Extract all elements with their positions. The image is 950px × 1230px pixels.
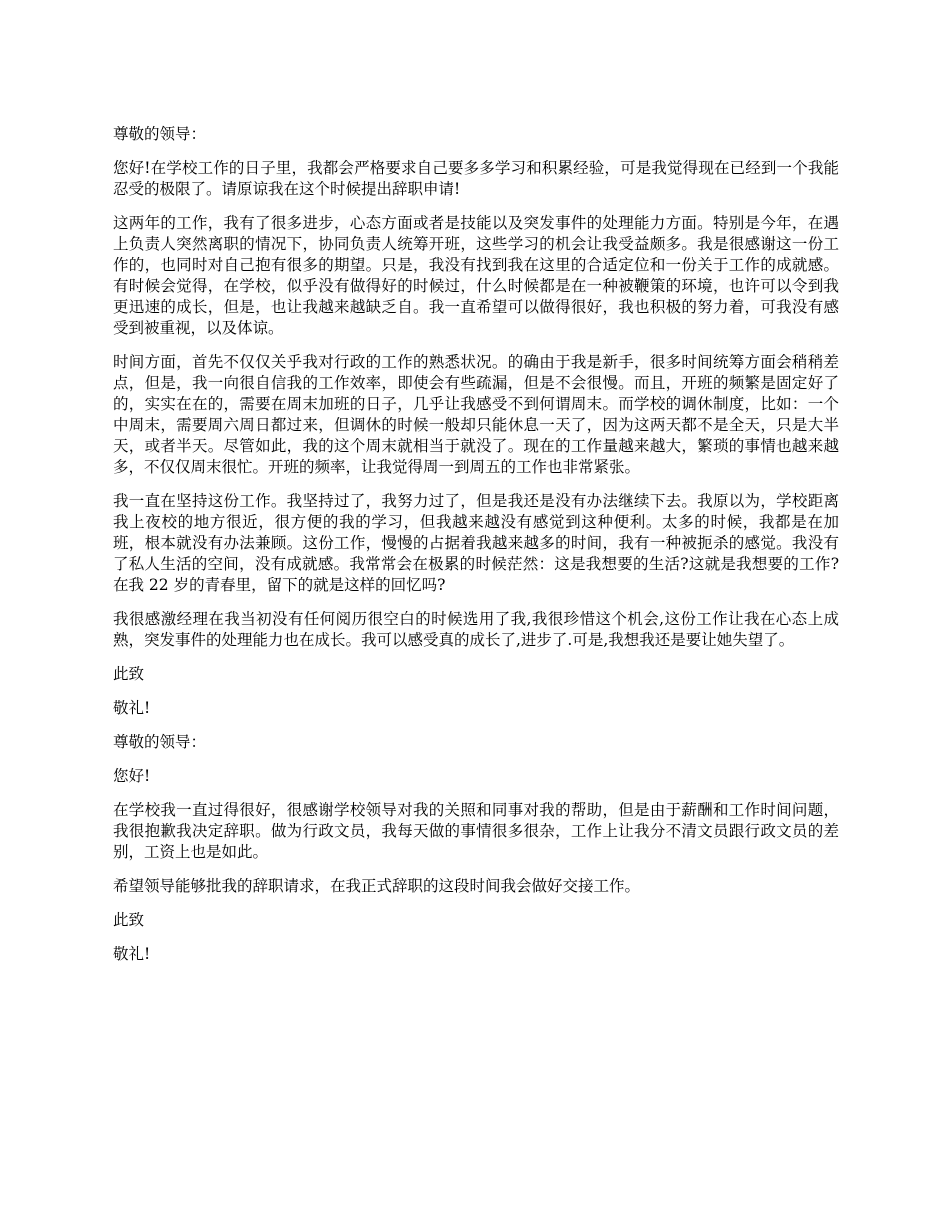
letter1-paragraph: 时间方面，首先不仅仅关乎我对行政的工作的熟悉状况。的确由于我是新手，很多时间统筹方面会稍稍差点，但是，我一向很自信我的工作效率，即使会有些疏漏，但是不会很慢。而且，开班的频繁是固定好了的，实实在在的，需要在周末加班的日子，几乎让我感受不到何谓周末。而学校的调休制度，比如：一个中周末，需要周六周日都过来，但调休的时候一般却只能休息一天了，因为这两天都不是全天，只是大半天，或者半天。尽管如此，我的这个周末就相当于就没了。现在的工作量越来越大，繁琐的事情也越来越多，不仅仅周末很忙。开班的频率，让我觉得周一到周五的工作也非常紧张。 [113, 353, 839, 476]
letter2-paragraph: 在学校我一直过得很好，很感谢学校领导对我的关照和同事对我的帮助，但是由于薪酬和工作时间问题，我很抱歉我决定辞职。做为行政文员，我每天做的事情很多很杂，工作上让我分不清文员跟行政文员的差别，工资上也是如此。 [113, 801, 839, 861]
letter1-regards: 敬礼! [113, 699, 151, 717]
document-body [113, 124, 839, 978]
letter1-paragraph: 我一直在坚持这份工作。我坚持过了，我努力过了，但是我还是没有办法继续下去。我原以为，学校距离我上夜校的地方很近，很方便的我的学习，但我越来越没有感觉到这种便利。太多的时候，我都是在加班，根本就没有办法兼顾。这份工作，慢慢的占据着我越来越多的时间，我有一种被扼杀的感觉。我没有了私人生活的空间，没有成就感。我常常会在极累的时候茫然：这是我想要的生活?这就是我想要的工作?在我 22 岁的青春里，留下的就是这样的回忆吗? [113, 492, 839, 594]
letter1-paragraph: 您好!在学校工作的日子里，我都会严格要求自己要多多学习和积累经验，可是我觉得现在已经到一个我能忍受的极限了。请原谅我在这个时候提出辞职申请! [113, 159, 839, 198]
letter1-closing: 此致 [113, 665, 145, 683]
letter1-paragraph: 我很感激经理在我当初没有任何阅历很空白的时候选用了我,我很珍惜这个机会,这份工作让我在心态上成熟，突发事件的处理能力也在成长。我可以感受真的成长了,进步了.可是,我想我还是要让她失望了。 [113, 610, 839, 649]
letter1-paragraph: 这两年的工作，我有了很多进步，心态方面或者是技能以及突发事件的处理能力方面。特别是今年，在遇上负责人突然离职的情况下，协同负责人统筹开班，这些学习的机会让我受益颇多。我是很感谢这一份工作的，也同时对自己抱有很多的期望。只是，我没有找到我在这里的合适定位和一份关于工作的成就感。有时候会觉得，在学校，似乎没有做得好的时候过，什么时候都是在一种被鞭策的环境，也许可以令到我更迅速的成长，但是，也让我越来越缺乏自。我一直希望可以做得很好，我也积极的努力着，可我没有感受到被重视，以及体谅。 [113, 214, 839, 337]
letter2-paragraph: 希望领导能够批我的辞职请求，在我正式辞职的这段时间我会做好交接工作。 [113, 877, 641, 895]
letter1-salutation: 尊敬的领导： [113, 125, 207, 143]
letter2-regards: 敬礼! [113, 945, 151, 963]
letter2-greeting: 您好! [113, 767, 151, 785]
letter2-closing: 此致 [113, 911, 145, 929]
letter2-salutation: 尊敬的领导： [113, 733, 207, 751]
